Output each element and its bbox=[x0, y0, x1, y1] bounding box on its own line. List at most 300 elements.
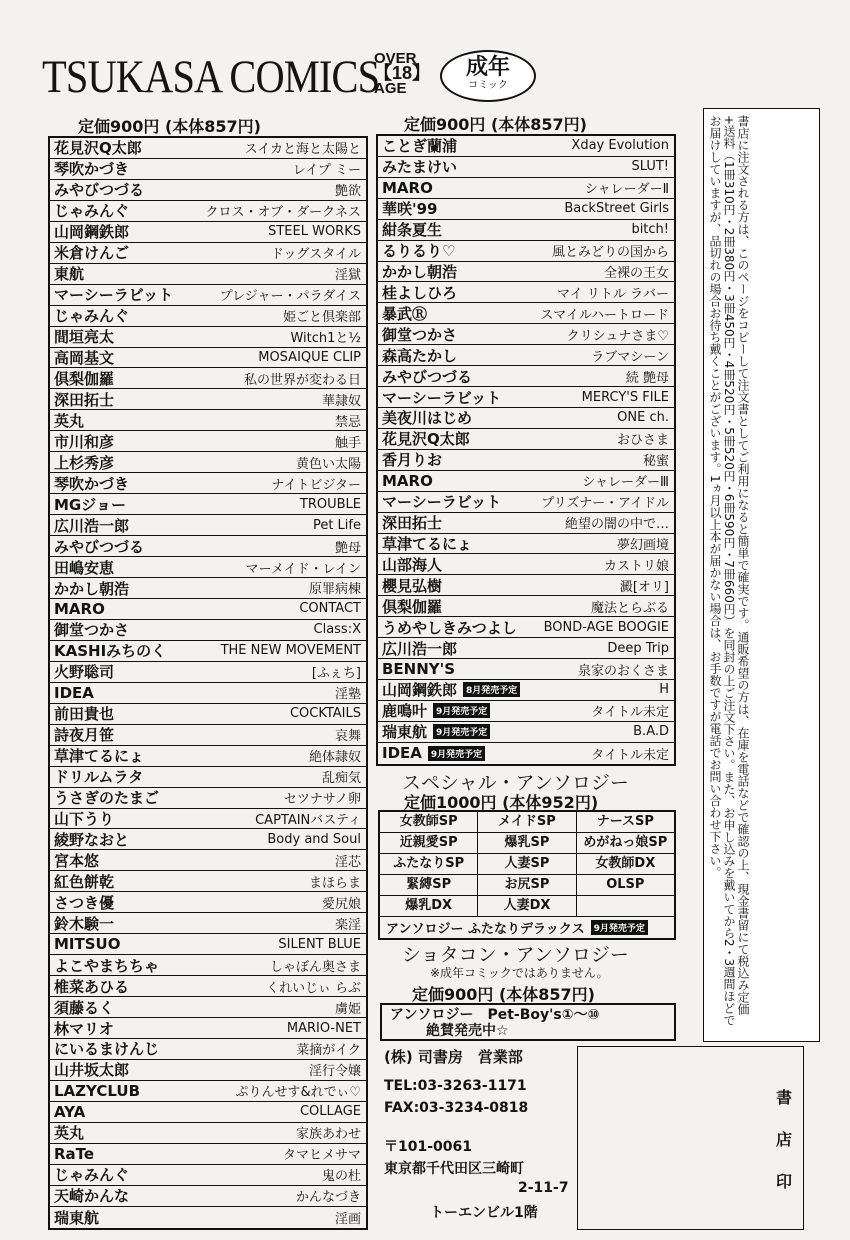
author-name: 森高たかし bbox=[382, 346, 458, 365]
catalog-row bbox=[50, 557, 366, 578]
book-title: 魔法とらぶる bbox=[590, 600, 669, 616]
anthology-title: 人妻DX bbox=[478, 896, 576, 916]
author-name: ドリルムラタ bbox=[54, 768, 144, 787]
anthology-title bbox=[577, 896, 674, 916]
author-name: よこやまちちゃ bbox=[54, 956, 160, 975]
left-catalog-list bbox=[48, 136, 368, 1230]
catalog-row bbox=[50, 1102, 366, 1123]
book-title: 絶体隷奴 bbox=[308, 750, 361, 766]
book-title: 淫塾 bbox=[334, 687, 361, 703]
author-name: 深田拓士 bbox=[54, 390, 115, 409]
book-title: マーメイド・レイン bbox=[245, 561, 361, 577]
catalog-row bbox=[378, 450, 674, 471]
catalog-row bbox=[50, 306, 366, 327]
book-title: bitch! bbox=[631, 222, 669, 238]
book-title: プレジャー・パラダイス bbox=[219, 289, 361, 305]
catalog-row bbox=[50, 201, 366, 222]
author-name: 桂よしひろ bbox=[382, 283, 458, 302]
author-name: 御堂つかさ bbox=[54, 621, 130, 640]
catalog-row bbox=[50, 473, 366, 494]
catalog-row bbox=[50, 871, 366, 892]
catalog-row bbox=[50, 809, 366, 830]
anthology-title: 人妻SP bbox=[478, 854, 576, 874]
author-name: にいるまけんじ bbox=[54, 1040, 160, 1059]
catalog-row bbox=[50, 620, 366, 641]
author-name: 草津てるにょ bbox=[54, 747, 144, 766]
catalog-row bbox=[50, 285, 366, 306]
catalog-row bbox=[378, 178, 674, 199]
catalog-row bbox=[50, 1207, 366, 1228]
catalog-row bbox=[378, 659, 674, 680]
catalog-row bbox=[378, 534, 674, 555]
book-title: 艶欲 bbox=[334, 184, 361, 200]
catalog-row bbox=[378, 324, 674, 345]
catalog-row bbox=[378, 554, 674, 575]
catalog-row bbox=[378, 596, 674, 617]
middle-price: 定価900円 (本体857円) bbox=[404, 115, 587, 134]
anthology-grid-row bbox=[380, 833, 674, 854]
pet-boy-box bbox=[380, 1003, 676, 1041]
author-name: マーシーラビット bbox=[382, 493, 502, 512]
catalog-row bbox=[50, 327, 366, 348]
catalog-row bbox=[50, 264, 366, 285]
author-name: 山下うり bbox=[54, 809, 115, 828]
book-title: 泉家のおくさま bbox=[577, 663, 669, 679]
catalog-row bbox=[378, 387, 674, 408]
book-title: Xday Evolution bbox=[571, 138, 669, 154]
catalog-row bbox=[50, 431, 366, 452]
catalog-row bbox=[378, 492, 674, 513]
author-name: みたまけい bbox=[382, 158, 458, 177]
catalog-row bbox=[378, 345, 674, 366]
author-name: さつき優 bbox=[54, 893, 115, 912]
catalog-row bbox=[50, 934, 366, 955]
book-title: MARIO-NET bbox=[286, 1020, 361, 1036]
stamp-char-1: 書 bbox=[776, 1088, 793, 1107]
book-title: 私の世界が変わる日 bbox=[243, 372, 361, 388]
book-title: スイカと海と太陽と bbox=[244, 142, 361, 158]
book-title: SILENT BLUE bbox=[278, 936, 361, 952]
shotacon-heading: ショタコン・アンソロジー bbox=[402, 944, 629, 966]
catalog-row bbox=[378, 429, 674, 450]
book-title: Deep Trip bbox=[607, 640, 669, 656]
author-name: AYA bbox=[54, 1102, 86, 1121]
author-name: 美夜川はじめ bbox=[382, 409, 473, 428]
catalog-row bbox=[378, 408, 674, 429]
author-name: 花見沢Q太郎 bbox=[382, 430, 470, 449]
anthology-grid-row bbox=[380, 875, 674, 896]
catalog-row bbox=[50, 850, 366, 871]
bookstore-stamp-box bbox=[577, 1046, 804, 1230]
author-name: 山井坂太郎 bbox=[54, 1061, 130, 1080]
publisher-name: (株) 司書房 営業部 bbox=[384, 1048, 523, 1066]
author-name: MITSUO bbox=[54, 935, 121, 954]
book-title: 淫画 bbox=[334, 1211, 361, 1227]
catalog-row bbox=[378, 743, 674, 764]
author-name: じゃみんぐ bbox=[54, 307, 130, 326]
book-title: 秘蜜 bbox=[642, 454, 669, 470]
author-name: 間垣亮太 bbox=[54, 328, 115, 347]
book-title: セツナサノ卵 bbox=[283, 792, 361, 808]
author-name: マーシーラビット bbox=[54, 286, 174, 305]
book-title: 淫芯 bbox=[334, 854, 361, 870]
author-name: LAZYCLUB bbox=[54, 1081, 141, 1100]
author-name: 山岡鋼鉄郎 bbox=[382, 681, 458, 700]
author-name: 花見沢Q太郎 bbox=[54, 139, 142, 158]
anthology-grid-row bbox=[380, 896, 674, 917]
author-name: 市川和彦 bbox=[54, 432, 115, 451]
shotacon-note: ※成年コミックではありません。 bbox=[430, 966, 609, 980]
catalog-row bbox=[378, 262, 674, 283]
author-name: 琴吹かづき bbox=[54, 160, 130, 179]
catalog-row bbox=[50, 536, 366, 557]
book-title: Witch1と½ bbox=[290, 331, 361, 347]
book-title: 全裸の王女 bbox=[603, 265, 669, 281]
over-age-mark bbox=[374, 51, 430, 96]
catalog-row bbox=[378, 722, 674, 743]
book-title: スマイルハートロード bbox=[540, 307, 669, 323]
book-title: CAPTAINバスティ bbox=[255, 812, 361, 828]
catalog-row bbox=[50, 976, 366, 997]
author-name: 華咲'99 bbox=[382, 200, 438, 219]
catalog-row bbox=[378, 157, 674, 178]
book-title: COLLAGE bbox=[299, 1104, 361, 1120]
catalog-row bbox=[50, 746, 366, 767]
author-name: 琴吹かづき bbox=[54, 474, 130, 493]
book-title: 淫獄 bbox=[334, 268, 361, 284]
over-age-line2: 【18】 bbox=[374, 63, 431, 83]
book-title: ラブマシーン bbox=[591, 349, 669, 365]
over-age-line1: OVER bbox=[374, 50, 417, 67]
author-name: かかし朝浩 bbox=[54, 579, 130, 598]
author-name: 紺条夏生 bbox=[382, 221, 443, 240]
author-name: BENNY'S bbox=[382, 660, 456, 678]
release-badge: 9月発売予定 bbox=[428, 746, 485, 761]
stamp-char-2: 店 bbox=[776, 1130, 793, 1149]
anthology-title: 爆乳DX bbox=[380, 896, 478, 916]
catalog-row bbox=[378, 199, 674, 220]
author-name: IDEA bbox=[382, 744, 422, 763]
book-title: 原罪病棟 bbox=[308, 582, 361, 598]
author-name: 田嶋安恵 bbox=[54, 558, 115, 577]
book-title: シャレーダーⅢ bbox=[582, 475, 669, 491]
author-name: 山岡鋼鉄郎 bbox=[54, 223, 130, 242]
author-name: 須藤るく bbox=[54, 998, 115, 1017]
catalog-row bbox=[50, 641, 366, 662]
book-title: 触手 bbox=[334, 435, 361, 451]
author-name: マーシーラビット bbox=[382, 388, 502, 407]
catalog-row bbox=[50, 348, 366, 369]
book-title: レイプ ミー bbox=[292, 163, 361, 179]
anthology-title: めがねっ娘SP bbox=[583, 835, 668, 850]
book-title: 淫行令嬢 bbox=[308, 1064, 361, 1080]
middle-catalog-list bbox=[376, 134, 676, 766]
book-title: シャレーダーⅡ bbox=[584, 182, 669, 198]
special-anthology-grid bbox=[378, 810, 676, 940]
author-name: MARO bbox=[54, 599, 105, 618]
adult-comic-badge bbox=[440, 50, 536, 102]
book-title: しゃぼん奥さま bbox=[269, 959, 361, 975]
anthology-title: OLSP bbox=[606, 877, 645, 892]
catalog-row bbox=[50, 1186, 366, 1207]
author-name: 鈴木験一 bbox=[54, 914, 115, 933]
book-title: BOND-AGE BOOGIE bbox=[543, 619, 669, 635]
book-title: ドッグスタイル bbox=[270, 247, 361, 263]
catalog-row bbox=[50, 1123, 366, 1144]
author-name: 宮本悠 bbox=[54, 851, 100, 870]
book-title: 夢幻画境 bbox=[616, 537, 669, 553]
author-name: るりるり♡ bbox=[382, 242, 456, 261]
author-name: 暴武Ⓡ bbox=[382, 304, 428, 323]
book-title: SLUT! bbox=[631, 159, 669, 175]
author-name: 広川浩一郎 bbox=[54, 516, 130, 535]
anthology-title: アンソロジー ふたなりデラックス bbox=[386, 922, 585, 937]
anthology-grid-row bbox=[380, 812, 674, 833]
page-title: TSUKASA COMICS bbox=[42, 51, 380, 103]
catalog-row bbox=[50, 767, 366, 788]
author-name: 詩夜月笹 bbox=[54, 726, 115, 745]
author-name: かかし朝浩 bbox=[382, 263, 458, 281]
book-title: 禁忌 bbox=[334, 414, 361, 430]
book-title: 楽淫 bbox=[334, 917, 361, 933]
catalog-row bbox=[378, 366, 674, 387]
catalog-row bbox=[50, 1081, 366, 1102]
author-name: 瑞東航 bbox=[54, 1208, 100, 1227]
book-title: ONE ch. bbox=[617, 410, 669, 426]
author-name: MGジョー bbox=[54, 495, 126, 514]
book-title: タマヒメサマ bbox=[282, 1148, 361, 1164]
catalog-row bbox=[50, 955, 366, 976]
author-name: 広川浩一郎 bbox=[382, 639, 458, 658]
catalog-row bbox=[378, 471, 674, 492]
book-title: MOSAIQUE CLIP bbox=[258, 350, 361, 365]
catalog-row bbox=[50, 515, 366, 536]
left-price: 定価900円 (本体857円) bbox=[78, 117, 261, 136]
special-anthology-price: 定価1000円 (本体952円) bbox=[404, 793, 599, 812]
book-title: 華隷奴 bbox=[321, 393, 361, 409]
author-name: 深田拓士 bbox=[382, 514, 443, 533]
author-name: 米倉けんご bbox=[54, 244, 130, 263]
book-title: 哀舞 bbox=[334, 729, 361, 745]
author-name: 御堂つかさ bbox=[382, 325, 458, 344]
book-title: Body and Soul bbox=[267, 831, 361, 847]
author-name: 綾野なおと bbox=[54, 830, 130, 849]
author-name: IDEA bbox=[54, 683, 94, 702]
author-name: 林マリオ bbox=[54, 1019, 114, 1038]
book-title: 鬼の杜 bbox=[321, 1169, 361, 1185]
book-title: クロス・オブ・ダークネス bbox=[205, 205, 361, 221]
author-name: 高岡基文 bbox=[54, 349, 115, 368]
book-title: THE NEW MOVEMENT bbox=[220, 643, 361, 659]
anthology-futanari-dx bbox=[380, 917, 674, 938]
adult-badge-sub: コミック bbox=[468, 80, 508, 91]
author-name: 椎菜あひる bbox=[54, 977, 130, 996]
author-name: 英丸 bbox=[54, 1124, 85, 1143]
book-title: B.A.D bbox=[633, 724, 669, 740]
book-title: 乱痴気 bbox=[321, 771, 361, 787]
catalog-row bbox=[50, 683, 366, 704]
catalog-row bbox=[50, 997, 366, 1018]
author-name: うさぎのたまご bbox=[54, 789, 160, 808]
catalog-row bbox=[50, 222, 366, 243]
publisher-address1: 東京都千代田区三崎町 bbox=[384, 1161, 524, 1177]
book-title: 菜摘がイク bbox=[296, 1043, 361, 1059]
shotacon-price: 定価900円 (本体857円) bbox=[412, 985, 595, 1004]
author-name: 紅色餅乾 bbox=[54, 872, 115, 891]
anthology-title: メイドSP bbox=[478, 812, 576, 832]
book-title: COCKTAILS bbox=[289, 706, 361, 722]
book-title: 愛尻娘 bbox=[321, 896, 361, 912]
author-name: 火野聡司 bbox=[54, 663, 115, 682]
author-name: みやびつづる bbox=[54, 181, 145, 200]
author-name: 山部海人 bbox=[382, 555, 443, 574]
book-title: CONTACT bbox=[299, 601, 361, 617]
book-title: BackStreet Girls bbox=[564, 201, 669, 217]
release-badge: 9月発売予定 bbox=[433, 703, 490, 718]
book-title: まほらま bbox=[308, 875, 361, 891]
release-badge: 8月発売予定 bbox=[463, 682, 520, 697]
author-name: じゃみんぐ bbox=[54, 202, 130, 221]
catalog-row bbox=[50, 138, 366, 159]
author-name: 東航 bbox=[54, 265, 85, 284]
anthology-title: お尻SP bbox=[478, 875, 576, 895]
catalog-row bbox=[50, 704, 366, 725]
author-name: 鹿鳴叶 bbox=[382, 702, 428, 721]
author-name: KASHIみちのく bbox=[54, 642, 167, 661]
book-title: ナイトビジター bbox=[271, 477, 361, 493]
anthology-title: 近親愛SP bbox=[380, 833, 478, 853]
author-name: 櫻見弘樹 bbox=[382, 576, 443, 595]
catalog-row bbox=[378, 513, 674, 534]
anthology-title: 女教師DX bbox=[595, 856, 656, 871]
book-title: STEEL WORKS bbox=[268, 224, 361, 240]
book-title: 絶望の闇の中で… bbox=[564, 517, 669, 533]
author-name: ことぎ蘭浦 bbox=[382, 137, 458, 156]
anthology-title: 爆乳SP bbox=[478, 833, 576, 853]
catalog-row bbox=[378, 638, 674, 659]
catalog-row bbox=[50, 243, 366, 264]
catalog-row bbox=[50, 1165, 366, 1186]
catalog-row bbox=[50, 1144, 366, 1165]
author-name: MARO bbox=[382, 178, 433, 197]
release-badge: 9月発売予定 bbox=[591, 920, 648, 935]
book-title: クリシュナさま♡ bbox=[566, 328, 669, 344]
book-title: 家族あわせ bbox=[295, 1127, 361, 1143]
book-title: Class:X bbox=[313, 622, 361, 638]
book-title: H bbox=[659, 682, 669, 698]
catalog-row bbox=[50, 578, 366, 599]
book-title: TROUBLE bbox=[299, 496, 361, 512]
book-title: タイトル未定 bbox=[591, 705, 669, 721]
author-name: 上杉秀彦 bbox=[54, 453, 115, 472]
book-title: Pet Life bbox=[312, 517, 361, 533]
catalog-row bbox=[50, 389, 366, 410]
catalog-row bbox=[50, 1039, 366, 1060]
catalog-row bbox=[50, 1060, 366, 1081]
catalog-row bbox=[50, 159, 366, 180]
publisher-fax: FAX:03-3234-0818 bbox=[384, 1100, 529, 1116]
catalog-row bbox=[378, 303, 674, 324]
catalog-row bbox=[378, 282, 674, 303]
catalog-row bbox=[378, 220, 674, 241]
catalog-row bbox=[50, 494, 366, 515]
catalog-row bbox=[50, 180, 366, 201]
catalog-row bbox=[50, 410, 366, 431]
pet-boy-line2: 絶賛発売中☆ bbox=[426, 1023, 509, 1039]
catalog-row bbox=[378, 701, 674, 722]
book-title: タイトル未定 bbox=[591, 747, 669, 763]
author-name: 倶梨伽羅 bbox=[382, 597, 443, 616]
book-title: 黄色い太陽 bbox=[295, 456, 361, 472]
anthology-title: ナースSP bbox=[596, 814, 654, 829]
anthology-grid-row bbox=[380, 854, 674, 875]
catalog-row bbox=[378, 617, 674, 638]
author-name: MARO bbox=[382, 471, 433, 490]
book-title: かんなづき bbox=[295, 1190, 361, 1206]
stamp-char-3: 印 bbox=[776, 1172, 793, 1191]
author-name: じゃみんぐ bbox=[54, 1166, 130, 1185]
author-name: 草津てるにょ bbox=[382, 534, 472, 553]
catalog-row bbox=[50, 1018, 366, 1039]
author-name: 英丸 bbox=[54, 411, 85, 430]
order-instructions bbox=[703, 108, 820, 1042]
book-title: カストリ娘 bbox=[603, 558, 669, 574]
catalog-row bbox=[50, 368, 366, 389]
pet-boy-line1: アンソロジー Pet-Boy's①～⑩ bbox=[390, 1007, 600, 1023]
author-name: うめやしきみつよし bbox=[382, 618, 517, 637]
book-title: 風とみどりの国から bbox=[551, 245, 669, 261]
anthology-title: ふたなりSP bbox=[380, 854, 478, 874]
catalog-row bbox=[50, 788, 366, 809]
catalog-row bbox=[378, 136, 674, 157]
book-title: 艶母 bbox=[334, 540, 361, 556]
catalog-row bbox=[378, 241, 674, 262]
book-title: 姫ごと倶楽部 bbox=[282, 310, 361, 326]
catalog-row bbox=[50, 452, 366, 473]
author-name: みやびつづる bbox=[54, 537, 145, 556]
author-name: RaTe bbox=[54, 1144, 95, 1163]
author-name: 香月りお bbox=[382, 451, 443, 470]
catalog-row bbox=[50, 599, 366, 620]
anthology-title: 緊縛SP bbox=[380, 875, 478, 895]
catalog-row bbox=[50, 829, 366, 850]
book-title: 続 艶母 bbox=[625, 370, 669, 386]
book-title: MERCY'S FILE bbox=[581, 389, 669, 405]
anthology-title: 女教師SP bbox=[380, 812, 478, 832]
catalog-row bbox=[378, 680, 674, 701]
author-name: 前田貴也 bbox=[54, 705, 115, 724]
author-name: 天崎かんな bbox=[54, 1187, 130, 1206]
book-title: くれいじぃ らぶ bbox=[266, 980, 361, 996]
special-anthology-heading: スペシャル・アンソロジー bbox=[402, 772, 629, 794]
book-title: プリズナー・アイドル bbox=[541, 496, 669, 512]
publisher-zip: 〒101-0061 bbox=[384, 1139, 472, 1155]
over-age-line3: AGE bbox=[374, 80, 407, 97]
book-title: ぷりんせす&れでぃ♡ bbox=[235, 1085, 361, 1101]
book-title: 澱[オリ] bbox=[619, 579, 669, 595]
publisher-address2: 2-11-7 bbox=[518, 1180, 569, 1196]
catalog-row bbox=[50, 725, 366, 746]
catalog-row bbox=[50, 662, 366, 683]
book-title: おひさま bbox=[616, 433, 669, 449]
release-badge: 9月発売予定 bbox=[433, 724, 490, 739]
author-name: みやびつづる bbox=[382, 367, 473, 386]
book-title: [ふぇち] bbox=[311, 666, 361, 682]
catalog-row bbox=[50, 913, 366, 934]
adult-badge-text: 成年 bbox=[465, 55, 510, 80]
book-title: マイ リトル ラバー bbox=[556, 286, 669, 302]
book-title: 虜姫 bbox=[334, 1001, 361, 1017]
